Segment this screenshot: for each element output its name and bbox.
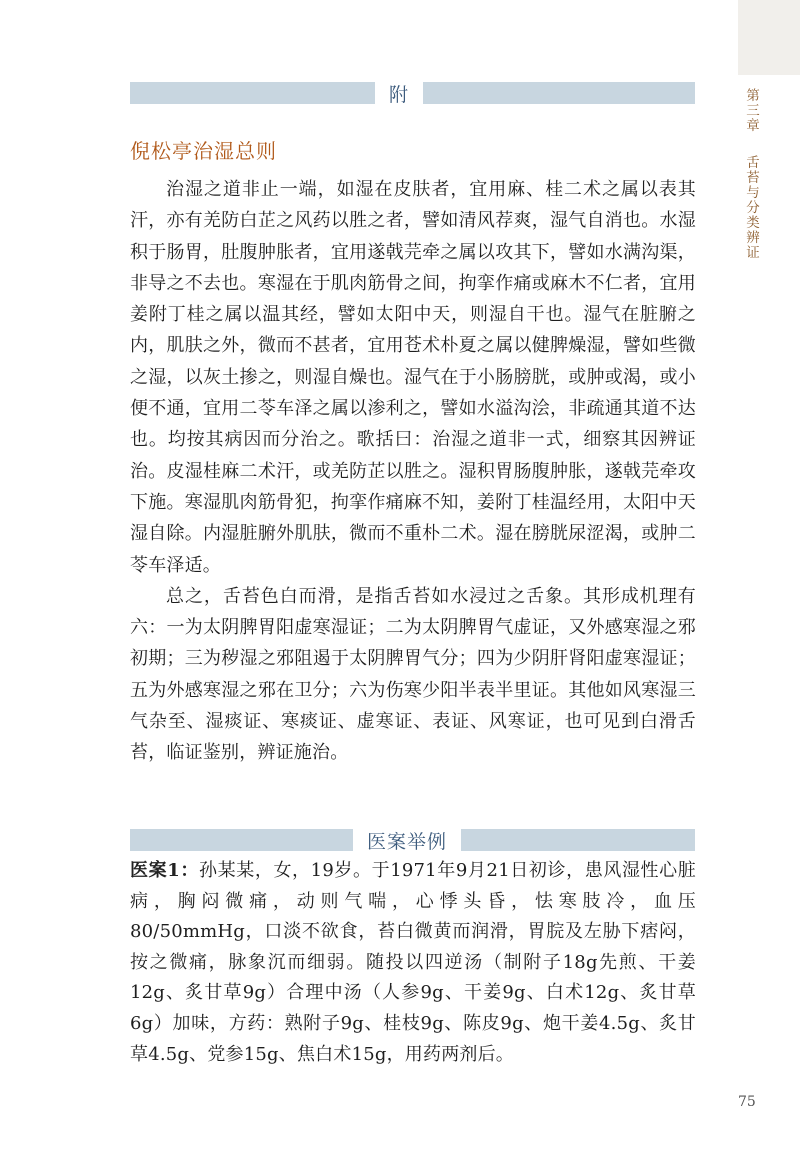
page-number: 75 xyxy=(738,1094,756,1110)
section-bar-band xyxy=(423,82,695,104)
chapter-title: 舌苔与分类辨证 xyxy=(743,155,759,260)
appendix-section-label: 附 xyxy=(375,80,423,107)
appendix-section-bar xyxy=(130,82,695,104)
case-paragraph xyxy=(130,856,696,1070)
section-bar-band xyxy=(130,829,353,851)
section-bar-band xyxy=(461,829,695,851)
case-examples-section-label: 医案举例 xyxy=(353,827,461,854)
case-description: 孙某某，女，19岁。于1971年9月21日初诊，患风湿性心脏病，胸闷微痛，动则气喘，心悸头昏，怯寒肢冷，血压80/50mmHg，口淡不欲食，苔白微黄而润滑，胃脘及左胁下痞闷，按之微痛，脉象沉而细弱。随投以四逆汤（制附子18g先煎、干姜12g、炙甘草9g）合理中汤（人参9g、干姜9g、白术12g、炙甘草6g）加味，方药：熟附子9g、桂枝9g、陈皮9g、炮干姜4.5g、炙甘草4.5g、党参15g、焦白术15g，用药两剂后。 xyxy=(130,860,696,1065)
case-body-text xyxy=(130,856,696,1070)
corner-tab xyxy=(738,0,800,75)
running-chapter-header xyxy=(740,88,762,260)
subsection-heading: 倪松亭治湿总则 xyxy=(130,139,277,163)
main-body-text xyxy=(130,174,696,769)
section-bar-band xyxy=(130,82,375,104)
body-paragraph: 治湿之道非止一端，如湿在皮肤者，宜用麻、桂二术之属以表其汗，亦有羌防白芷之风药以胜之者，譬如清风荐爽，湿气自消也。水湿积于肠胃，肚腹肿胀者，宜用遂戟芫牵之属以攻其下，譬如水满沟渠，非导之不去也。寒湿在于肌肉筋骨之间，拘挛作痛或麻木不仁者，宜用姜附丁桂之属以温其经，譬如太阳中天，则湿自干也。湿气在脏腑之内，肌肤之外，微而不甚者，宜用苍术朴夏之属以健脾燥湿，譬如些微之湿，以灰土掺之，则湿自燥也。湿气在于小肠膀胱，或肿或渴，或小便不通，宜用二苓车泽之属以渗利之，譬如水溢沟浍，非疏通其道不达也。均按其病因而分治之。歌括曰：治湿之道非一式，细察其因辨证治。皮湿桂麻二术汗，或羌防芷以胜之。湿积胃肠腹肿胀，遂戟芫牵攻下施。寒湿肌肉筋骨犯，拘挛作痛麻不知，姜附丁桂温经用，太阳中天湿自除。内湿脏腑外肌肤，微而不重朴二术。湿在膀胱尿涩渴，或肿二苓车泽适。 xyxy=(130,179,696,576)
case-examples-section-bar xyxy=(130,829,695,851)
body-paragraph: 总之，舌苔色白而滑，是指舌苔如水浸过之舌象。其形成机理有六：一为太阴脾胃阳虚寒湿证；二为太阴脾胃气虚证，又外感寒湿之邪初期；三为秽湿之邪阻遏于太阴脾胃气分；四为少阴肝肾阳虚寒湿证；五为外感寒湿之邪在卫分；六为伤寒少阳半表半里证。其他如风寒湿三气杂至、湿痰证、寒痰证、虚寒证、表证、风寒证，也可见到白滑舌苔，临证鉴别，辨证施治。 xyxy=(130,585,696,764)
chapter-number: 第三章 xyxy=(743,88,759,133)
case-label: 医案1： xyxy=(130,860,199,881)
